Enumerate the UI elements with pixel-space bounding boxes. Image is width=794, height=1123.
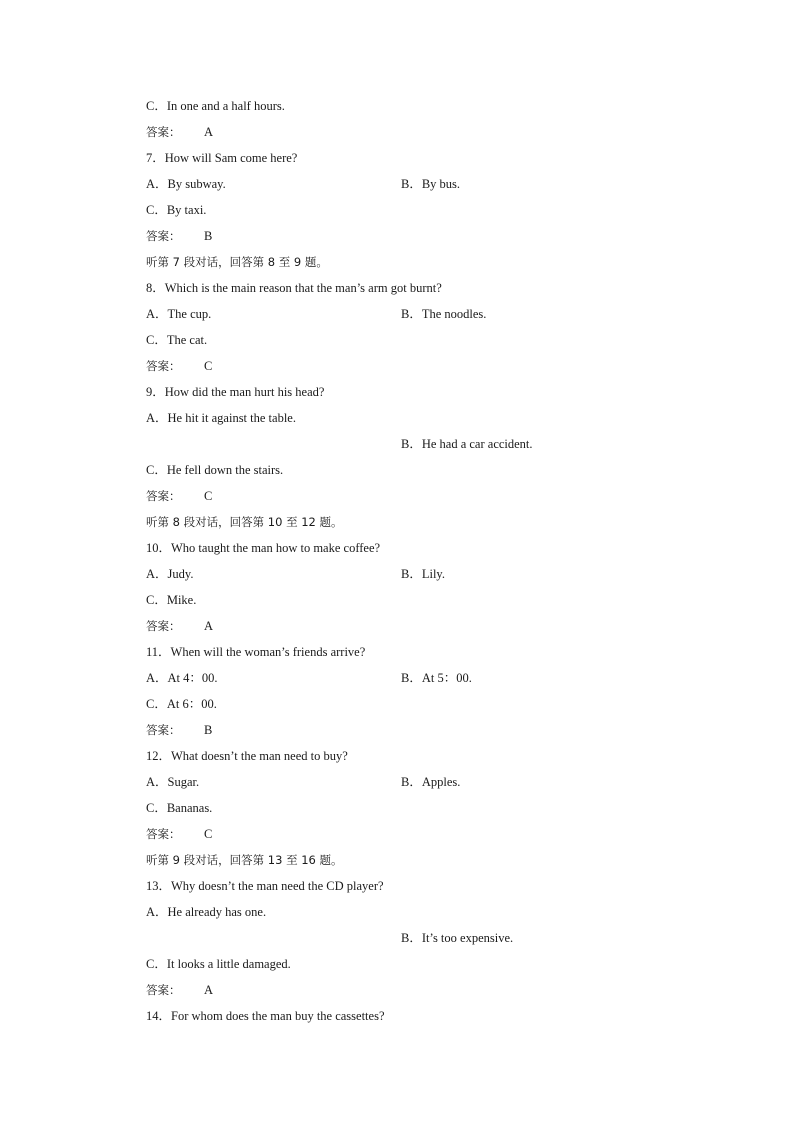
text-line: C．The cat. [146,333,208,347]
text-line: 14．For whom does the man buy the cassettes? [146,1009,385,1023]
answer-value: C [204,827,213,841]
answer-value: B [204,229,213,243]
text-line: 12．What doesn’t the man need to buy? [146,749,348,763]
option-left: A．Sugar. [146,775,200,789]
section-instruction: 听第 8 段对话，回答第 10 至 12 题。 [146,515,343,529]
answer-value: C [204,359,213,373]
option-left: A．The cup. [146,307,212,321]
text-line: A．He hit it against the table. [146,411,296,425]
answer-line [146,616,706,642]
text-line: C．By taxi. [146,203,207,217]
option-left: A．By subway. [146,177,226,191]
text-line: C．He fell down the stairs. [146,463,284,477]
text-line: 8．Which is the main reason that the man’s arm got burnt? [146,281,442,295]
answer-label: 答案： [146,125,181,139]
option-right: B．At 5：00. [401,671,472,685]
option-pair [146,174,706,200]
section-instruction: 听第 7 段对话，回答第 8 至 9 题。 [146,255,328,269]
text-line: C．Mike. [146,593,197,607]
answer-label: 答案： [146,827,181,841]
option-right: B．The noodles. [401,307,487,321]
text-line: 10．Who taught the man how to make coffee? [146,541,381,555]
answer-value: B [204,723,213,737]
answer-line [146,824,706,850]
option-line: B．It’s too expensive. [401,931,514,945]
text-line: C．It looks a little damaged. [146,957,291,971]
option-right: B．By bus. [401,177,461,191]
answer-line [146,356,706,382]
option-line: B．He had a car accident. [401,437,533,451]
answer-label: 答案： [146,229,181,243]
answer-label: 答案： [146,619,181,633]
text-line: 11．When will the woman’s friends arrive? [146,645,366,659]
section-instruction: 听第 9 段对话，回答第 13 至 16 题。 [146,853,343,867]
answer-line [146,720,706,746]
answer-line [146,486,706,512]
answer-value: A [204,619,214,633]
option-pair [146,772,706,798]
text-line: A．He already has one. [146,905,267,919]
answer-line [146,980,706,1006]
option-left: A．At 4：00. [146,671,218,685]
option-pair [146,564,706,590]
option-pair [146,304,706,330]
option-right: B．Lily. [401,567,445,581]
option-pair [146,668,706,694]
text-line: C．At 6：00. [146,697,217,711]
answer-value: A [204,983,214,997]
option-left: A．Judy. [146,567,194,581]
answer-label: 答案： [146,359,181,373]
text-line: 13．Why doesn’t the man need the CD player? [146,879,384,893]
text-line: C．Bananas. [146,801,213,815]
answer-label: 答案： [146,723,181,737]
answer-label: 答案： [146,983,181,997]
answer-value: C [204,489,213,503]
text-line: 9．How did the man hurt his head? [146,385,325,399]
option-right: B．Apples. [401,775,461,789]
answer-label: 答案： [146,489,181,503]
answer-line [146,226,706,252]
exam-content [146,96,706,1032]
text-line: 7．How will Sam come here? [146,151,298,165]
text-line: C．In one and a half hours. [146,99,285,113]
answer-line [146,122,706,148]
answer-value: A [204,125,214,139]
